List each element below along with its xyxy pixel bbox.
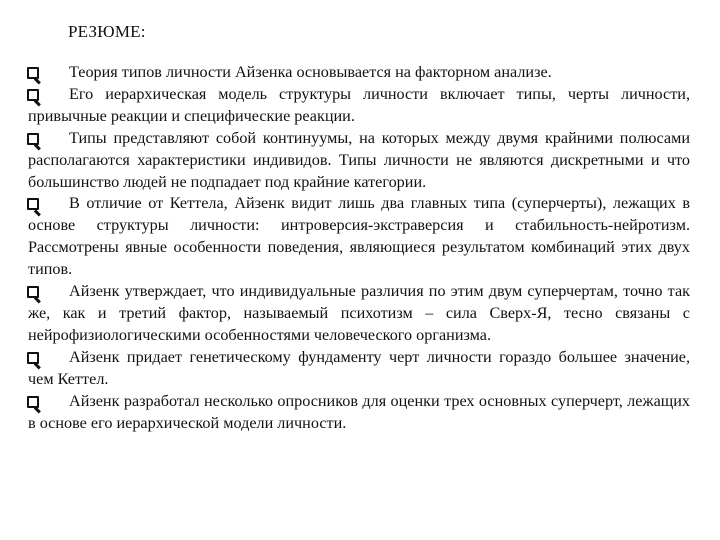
bullet-list bbox=[28, 62, 690, 434]
checkbox-bullet-icon bbox=[27, 286, 39, 298]
list-item-text: Типы представляют собой континуумы, на которых между двумя крайними полюсами располагаются характеристики индивидов. Типы личности не являются дискретными и что большинство людей не подпадает под крайние категории. bbox=[28, 128, 690, 191]
list-item bbox=[28, 84, 690, 128]
list-item-text: Его иерархическая модель структуры личности включает типы, черты личности, привычные реакции и специфические реакции. bbox=[28, 84, 690, 125]
checkbox-bullet-icon bbox=[27, 89, 39, 101]
list-item-text: Айзенк придает генетическому фундаменту черт личности гораздо большее значение, чем Кеттел. bbox=[28, 347, 690, 388]
page-title: РЕЗЮМЕ: bbox=[68, 22, 146, 41]
list-item bbox=[28, 193, 690, 281]
checkbox-bullet-icon bbox=[27, 67, 39, 79]
checkbox-bullet-icon bbox=[27, 352, 39, 364]
list-item bbox=[28, 128, 690, 194]
list-item bbox=[28, 391, 690, 435]
list-item bbox=[28, 62, 690, 84]
checkbox-bullet-icon bbox=[27, 198, 39, 210]
checkbox-bullet-icon bbox=[27, 133, 39, 145]
checkbox-bullet-icon bbox=[27, 396, 39, 408]
list-item-text: Айзенк утверждает, что индивидуальные различия по этим двум суперчертам, точно так же, как и третий фактор, называемый психотизм – сила Сверх-Я, тесно связаны с нейрофизиологическими особенностями человеческого организма. bbox=[28, 282, 690, 344]
list-item bbox=[28, 281, 690, 347]
list-item-text: В отличие от Кеттела, Айзенк видит лишь два главных типа (суперчерты), лежащих в основе структуры личности: интроверсия-экстраверсия и стабильность-нейротизм. Рассмотрены явные особенности поведения, являющиеся результатом комбинаций этих двух типов. bbox=[28, 194, 690, 279]
list-item bbox=[28, 347, 690, 391]
list-item-text: Теория типов личности Айзенка основывается на факторном анализе. bbox=[69, 63, 552, 81]
list-item-text: Айзенк разработал несколько опросников для оценки трех основных суперчерт, лежащих в основе его иерархической модели личности. bbox=[28, 391, 690, 432]
